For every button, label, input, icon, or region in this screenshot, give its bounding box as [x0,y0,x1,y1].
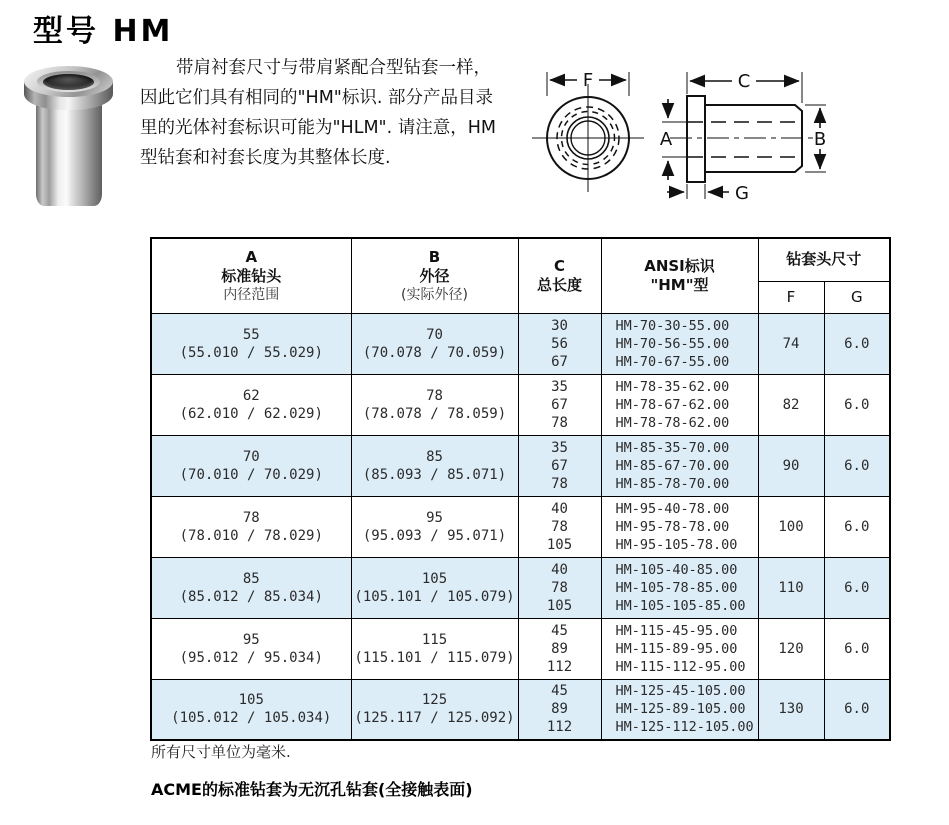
cell-overall-length: 40 78 105 [518,557,601,618]
cell-ansi-ids: HM-125-45-105.00 HM-125-89-105.00 HM-125-112-105.00 [601,679,758,740]
cell-bore-range: 85 (85.012 / 85.034) [151,557,351,618]
cell-bore-range: 105 (105.012 / 105.034) [151,679,351,740]
dim-label-f: F [582,70,594,91]
table-header [151,238,890,313]
dimension-diagram [520,52,850,212]
cell-outer-diameter: 115 (115.101 / 115.079) [351,618,518,679]
page-title: 型号 HM [33,14,174,49]
cell-overall-length: 35 67 78 [518,374,601,435]
intro-line: 里的光体衬套标识可能为"HLM". 请注意，HM [140,118,496,138]
cell-head-g: 6.0 [824,435,890,496]
dim-label-g: G [735,183,749,204]
table-row [151,679,890,740]
cell-outer-diameter: 85 (85.093 / 85.071) [351,435,518,496]
intro-line: 带肩衬套尺寸与带肩紧配合型钻套一样， [176,58,491,78]
note-units: 所有尺寸单位为毫米. [151,743,291,761]
cell-head-g: 6.0 [824,496,890,557]
header-outer-diameter: B 外径 (实际外径) [351,238,518,313]
header-f: F [758,281,824,313]
header-overall-length: C 总长度 [518,238,601,313]
cell-outer-diameter: 70 (70.078 / 70.059) [351,313,518,374]
cell-bore-range: 70 (70.010 / 70.029) [151,435,351,496]
cell-head-g: 6.0 [824,618,890,679]
cell-head-g: 6.0 [824,557,890,618]
cell-ansi-ids: HM-105-40-85.00 HM-105-78-85.00 HM-105-105-85.00 [601,557,758,618]
header-g: G [824,281,890,313]
cell-head-f: 74 [758,313,824,374]
intro-paragraph [140,53,500,173]
cell-head-f: 82 [758,374,824,435]
cell-ansi-ids: HM-70-30-55.00 HM-70-56-55.00 HM-70-67-55.00 [601,313,758,374]
cell-head-f: 130 [758,679,824,740]
cell-head-f: 90 [758,435,824,496]
table-row [151,435,890,496]
cell-ansi-ids: HM-78-35-62.00 HM-78-67-62.00 HM-78-78-62.00 [601,374,758,435]
intro-line: 型钻套和衬套长度为其整体长度. [140,148,391,168]
cell-ansi-ids: HM-115-45-95.00 HM-115-89-95.00 HM-115-112-95.00 [601,618,758,679]
cell-outer-diameter: 95 (95.093 / 95.071) [351,496,518,557]
cell-outer-diameter: 125 (125.117 / 125.092) [351,679,518,740]
intro-line: 因此它们具有相同的"HM"标识. 部分产品目录 [140,88,493,108]
bushing-body [36,100,102,206]
cell-overall-length: 45 89 112 [518,679,601,740]
table-row [151,496,890,557]
cell-ansi-ids: HM-85-35-70.00 HM-85-67-70.00 HM-85-78-70.00 [601,435,758,496]
table-row [151,313,890,374]
table-row [151,618,890,679]
header-ansi-id: ANSI标识 "HM"型 [601,238,758,313]
table-body [151,313,890,740]
cell-overall-length: 40 78 105 [518,496,601,557]
table-row [151,557,890,618]
dim-label-b: B [813,129,827,150]
cell-head-g: 6.0 [824,679,890,740]
cell-head-f: 120 [758,618,824,679]
cell-overall-length: 45 89 112 [518,618,601,679]
dim-label-c: C [737,71,751,92]
cell-bore-range: 78 (78.010 / 78.029) [151,496,351,557]
cell-ansi-ids: HM-95-40-78.00 HM-95-78-78.00 HM-95-105-78.00 [601,496,758,557]
cell-bore-range: 55 (55.010 / 55.029) [151,313,351,374]
product-photo [20,60,117,210]
cell-bore-range: 95 (95.012 / 95.034) [151,618,351,679]
header-bore-range: A 标准钻头 内径范围 [151,238,351,313]
note-acme: ACME的标准钻套为无沉孔钻套(全接触表面) [151,780,473,799]
cell-bore-range: 62 (62.010 / 62.029) [151,374,351,435]
table-row [151,374,890,435]
cell-head-f: 100 [758,496,824,557]
cell-outer-diameter: 105 (105.101 / 105.079) [351,557,518,618]
cell-head-f: 110 [758,557,824,618]
spec-table [150,237,891,741]
cell-overall-length: 30 56 67 [518,313,601,374]
cell-head-g: 6.0 [824,313,890,374]
cell-overall-length: 35 67 78 [518,435,601,496]
dim-label-a: A [659,129,673,150]
cell-head-g: 6.0 [824,374,890,435]
bushing-bore [43,74,94,90]
cell-outer-diameter: 78 (78.078 / 78.059) [351,374,518,435]
header-head-dimensions: 钻套头尺寸 [758,238,890,281]
